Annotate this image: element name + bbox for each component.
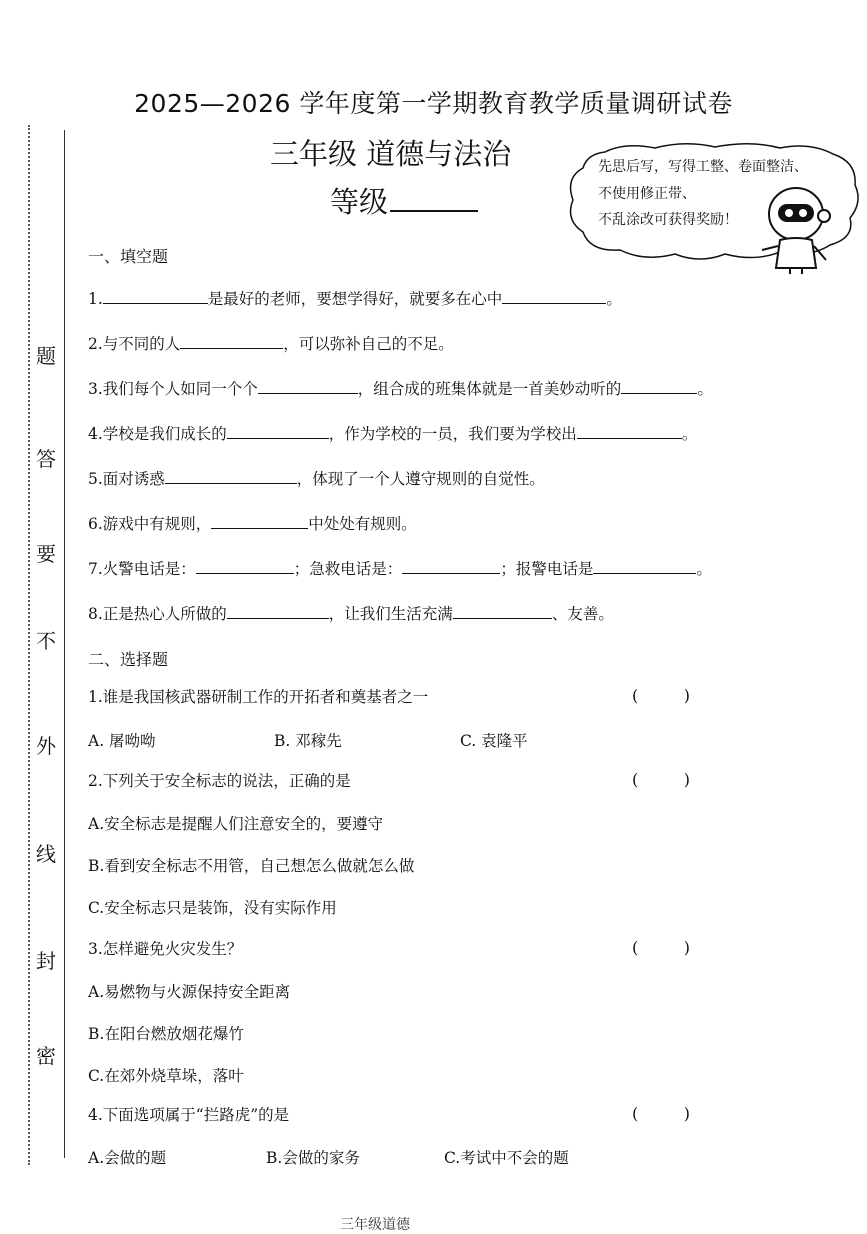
answer-blank[interactable]	[196, 557, 294, 574]
answer-blank[interactable]	[593, 557, 696, 574]
binding-char: 线	[36, 842, 56, 866]
answer-blank[interactable]	[502, 287, 606, 304]
question-text: 。	[697, 380, 713, 398]
binding-dotted-line	[28, 125, 30, 1165]
fill-question-8	[88, 602, 614, 625]
question-text: 5.面对诱惑	[88, 470, 165, 488]
choice-option-c[interactable]: C. 袁隆平	[460, 732, 528, 750]
question-text: ；急救电话是：	[293, 560, 403, 578]
answer-blank[interactable]	[258, 377, 358, 394]
question-text: 2.与不同的人	[88, 335, 181, 353]
question-text: 6.游戏中有规则，	[88, 515, 212, 533]
paren-close: )	[683, 938, 690, 957]
binding-solid-line	[64, 130, 65, 1158]
choice-question-4-stem: 4.下面选项属于“拦路虎”的是	[88, 1106, 290, 1124]
answer-blank[interactable]	[227, 602, 329, 619]
choice-option-c[interactable]: C.考试中不会的题	[444, 1149, 569, 1167]
question-text: ，作为学校的一员，我们要为学校出	[328, 425, 577, 443]
question-text: 。	[681, 425, 698, 443]
binding-char: 不	[36, 629, 56, 653]
answer-blank[interactable]	[211, 512, 308, 529]
fill-question-4	[88, 422, 697, 445]
page-footer: 三年级道德	[340, 1217, 410, 1233]
fill-question-3	[88, 377, 713, 400]
fill-question-2	[88, 332, 454, 355]
fill-question-5	[88, 467, 545, 490]
question-text: ；报警电话是	[500, 560, 594, 578]
binding-char: 题	[36, 344, 56, 368]
binding-char: 封	[36, 949, 56, 973]
binding-char: 答	[36, 447, 56, 471]
choice-option-a[interactable]: A.安全标志是提醒人们注意安全的，要遵守	[88, 815, 384, 833]
fill-question-6	[88, 512, 417, 535]
answer-blank[interactable]	[165, 467, 297, 484]
grade-field	[330, 180, 478, 221]
fill-question-1	[88, 287, 622, 310]
binding-char: 要	[36, 542, 56, 566]
question-text: 1.	[88, 290, 103, 308]
choice-question-3-stem: 3.怎样避免火灾发生？	[88, 940, 243, 958]
question-text: 3.我们每个人如同一个个	[88, 380, 258, 398]
question-text: ，让我们生活充满	[328, 605, 453, 623]
question-text: ，体现了一个人遵守规则的自觉性。	[296, 470, 545, 488]
choice-option-c[interactable]: C.安全标志只是装饰，没有实际作用	[88, 899, 337, 917]
question-text: 、友善。	[551, 605, 614, 623]
question-text: 是最好的老师，要想学得好，就要多在心中	[207, 290, 503, 308]
section-choice-title: 二、选择题	[88, 650, 169, 669]
paren-open: (	[632, 938, 639, 957]
binding-char: 外	[36, 734, 56, 758]
question-text: 7.火警电话是：	[88, 560, 196, 578]
question-text: 。	[606, 290, 622, 308]
grade-blank	[390, 184, 478, 212]
choice-option-b[interactable]: B.看到安全标志不用管，自己想怎么做就怎么做	[88, 857, 415, 875]
answer-parentheses[interactable]	[632, 770, 690, 789]
paren-close: )	[683, 770, 690, 789]
robot-icon	[760, 180, 840, 279]
choice-option-a[interactable]: A.易燃物与火源保持安全距离	[88, 983, 291, 1001]
answer-parentheses[interactable]	[632, 686, 690, 705]
answer-blank[interactable]	[180, 332, 283, 349]
subject-title: 三年级 道德与法治	[270, 137, 512, 171]
paren-close: )	[683, 1104, 690, 1123]
choice-option-b[interactable]: B.在阳台燃放烟花爆竹	[88, 1025, 244, 1043]
answer-parentheses[interactable]	[632, 1104, 690, 1123]
answer-blank[interactable]	[227, 422, 329, 439]
choice-option-a[interactable]: A.会做的题	[88, 1149, 167, 1167]
answer-blank[interactable]	[453, 602, 552, 619]
binding-char: 密	[36, 1044, 56, 1068]
question-text: 中处处有规则。	[308, 515, 417, 533]
question-text: ，组合成的班集体就是一首美妙动听的	[357, 380, 622, 398]
choice-option-b[interactable]: B.会做的家务	[266, 1149, 360, 1167]
question-text: ，可以弥补自己的不足。	[283, 335, 454, 353]
fill-question-7	[88, 557, 712, 580]
answer-blank[interactable]	[577, 422, 682, 439]
answer-blank[interactable]	[621, 377, 697, 394]
paren-open: (	[632, 1104, 639, 1123]
exam-title: 2025—2026 学年度第一学期教育教学质量调研试卷	[134, 89, 733, 118]
reminder-line: 先思后写，写得工整、卷面整洁、	[598, 159, 808, 175]
question-text: 。	[696, 560, 712, 578]
paren-open: (	[632, 770, 639, 789]
paren-open: (	[632, 686, 639, 705]
reminder-line: 不乱涂改可获得奖励！	[598, 212, 738, 228]
choice-option-b[interactable]: B. 邓稼先	[274, 732, 342, 750]
grade-label: 等级	[330, 185, 389, 219]
reminder-line: 不使用修正带、	[598, 185, 696, 202]
choice-option-c[interactable]: C.在郊外烧草垛，落叶	[88, 1067, 244, 1085]
paren-close: )	[683, 686, 690, 705]
choice-question-2-stem: 2.下列关于安全标志的说法，正确的是	[88, 772, 351, 790]
choice-option-a[interactable]: A. 屠呦呦	[88, 732, 156, 750]
answer-parentheses[interactable]	[632, 938, 690, 957]
answer-blank[interactable]	[103, 287, 208, 304]
section-fill-blank-title: 一、填空题	[88, 247, 169, 266]
choice-question-1-stem: 1.谁是我国核武器研制工作的开拓者和奠基者之一	[88, 688, 429, 706]
answer-blank[interactable]	[402, 557, 500, 574]
question-text: 4.学校是我们成长的	[88, 425, 227, 443]
question-text: 8.正是热心人所做的	[88, 605, 227, 623]
